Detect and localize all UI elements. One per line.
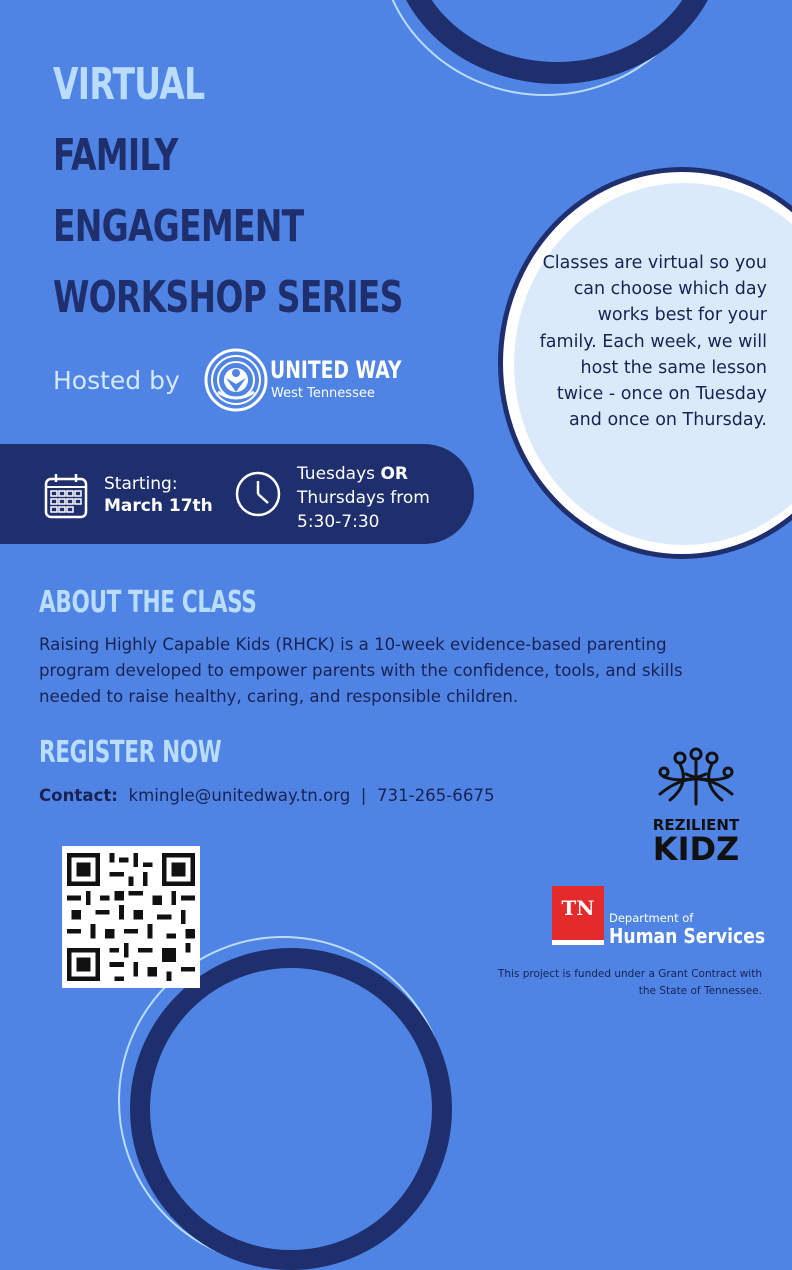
schedule-text xyxy=(297,462,430,534)
clock-icon xyxy=(234,470,282,518)
tn-logo-underline xyxy=(552,940,604,945)
title-line-family: FAMILY xyxy=(53,130,178,181)
title-line-workshop-series: WORKSHOP SERIES xyxy=(53,272,403,323)
calendar-icon xyxy=(44,473,88,519)
decorative-ring-bottom-inner xyxy=(130,948,452,1270)
contact-email-link[interactable]: kmingle@unitedway.tn.org xyxy=(128,786,351,805)
start-date: March 17th xyxy=(104,496,213,516)
tn-logo-text: TN xyxy=(561,896,595,920)
tn-services-label: Human Services xyxy=(609,924,766,948)
schedule-days-thursdays: Thursdays from xyxy=(297,488,430,508)
contact-separator: | xyxy=(360,786,367,805)
title-line-virtual: VIRTUAL xyxy=(53,59,205,110)
info-circle-text: Classes are virtual so you can choose which day works best for your family. Each week, we will host the same lesson twice - once on Tuesday and once on Thursday. xyxy=(539,253,767,431)
tn-logo-box xyxy=(552,886,604,940)
funding-note: This project is funded under a Grant Contract with the State of Tennessee. xyxy=(497,968,762,997)
decorative-ring-top-inner xyxy=(390,0,724,84)
united-way-name: UNITED WAY xyxy=(270,356,402,384)
contact-line xyxy=(39,786,495,805)
rezilient-text: REZILIENT xyxy=(652,816,740,834)
schedule-or: OR xyxy=(380,464,408,484)
about-body: Raising Highly Capable Kids (RHCK) is a 10-week evidence-based parenting program developed to empower parents with the confidence, tools, and skills needed to raise healthy, caring, and responsible children. xyxy=(39,635,683,706)
schedule-days-tuesdays: Tuesdays xyxy=(297,464,381,484)
start-label: Starting: xyxy=(104,474,178,494)
rezilient-kidz-logo xyxy=(640,744,752,864)
schedule-time: 5:30-7:30 xyxy=(297,512,380,532)
contact-phone[interactable]: 731-265-6675 xyxy=(376,786,495,805)
united-way-region: West Tennessee xyxy=(271,386,375,401)
hosted-by-label: Hosted by xyxy=(53,366,180,395)
register-heading: REGISTER NOW xyxy=(39,735,222,770)
tn-dept-label: Department of xyxy=(609,911,694,925)
title-line-engagement: ENGAGEMENT xyxy=(53,201,304,252)
qr-code-icon[interactable] xyxy=(62,846,200,988)
about-heading: ABOUT THE CLASS xyxy=(39,585,257,620)
contact-label: Contact: xyxy=(39,786,118,805)
kidz-text: KIDZ xyxy=(652,830,740,864)
united-way-logo-icon xyxy=(204,348,268,412)
